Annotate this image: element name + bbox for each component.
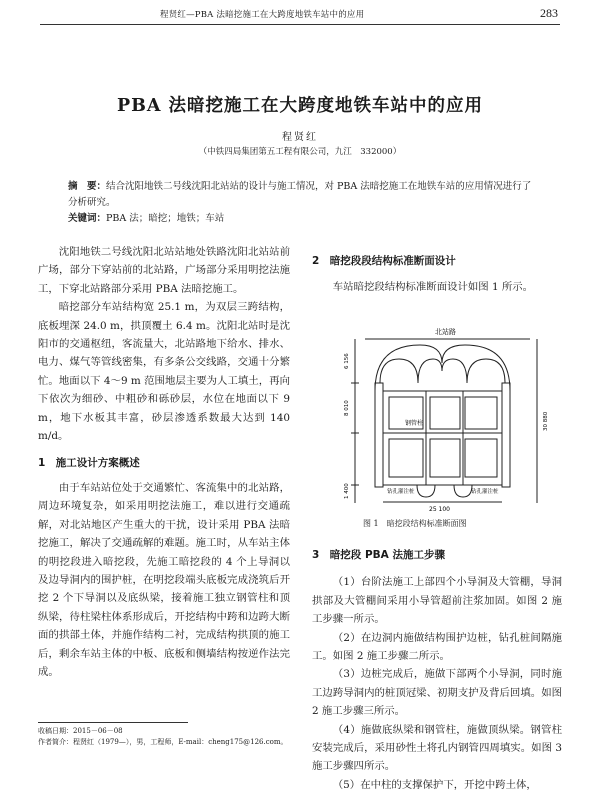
section-2-paragraph: 车站暗挖段结构标准断面设计如图 1 所示。 — [332, 281, 534, 294]
right-pile-label: 钻孔灌注桩 — [471, 489, 499, 495]
keywords — [68, 210, 536, 224]
step-1: （1）台阶法施工上部四个小导洞及大管棚，导洞拱部及大管棚间采用小导管超前注浆加固。如图 2 施工步骤一所示。 — [312, 576, 562, 626]
upper-middle-room — [430, 397, 460, 429]
road-label: 北站路 — [435, 328, 456, 336]
lower-middle-room — [430, 439, 460, 477]
pilot-arch-3 — [442, 359, 467, 383]
author-affiliation: （中铁四局集团第五工程有限公司，九江 332000） — [198, 147, 402, 157]
dim-label-right: 30 880 — [543, 411, 549, 431]
keywords-text: PBA 法；暗挖；地铁；车站 — [106, 213, 225, 224]
author-name: 程贤红 — [282, 132, 318, 143]
abstract-label: 摘 要： — [68, 181, 107, 192]
lower-right-room — [465, 439, 497, 477]
step-5: （5）在中柱的支撑保护下，开挖中跨土体， — [332, 778, 537, 791]
dim-label-3: 1 400 — [344, 483, 350, 499]
bottom-drift-right — [454, 485, 472, 497]
right-pile — [502, 383, 510, 487]
dim-label-2: 8 010 — [344, 400, 350, 416]
page-number: 283 — [540, 6, 558, 20]
section-2-block — [312, 252, 562, 297]
step-4: （4）施做底纵梁和钢管柱，施做顶纵梁。钢管柱安装完成后，采用砂性土将孔内钢管四周填实。如图 3 施工步骤四所示。 — [312, 723, 562, 773]
width-dim-label: 25 100 — [429, 506, 450, 513]
header-rule — [40, 24, 560, 25]
footnote-rule — [38, 722, 188, 723]
pilot-arch-2 — [418, 359, 442, 383]
abstract-text: 结合沈阳地铁二号线沈阳北站站的设计与施工情况，对 PBA 法暗挖施工在地铁车站的应用情况进行了分析研究。 — [68, 181, 532, 208]
section-1-paragraph: 由于车站站位处于交通繁忙、客流集中的北站路，周边环境复杂，如采用明挖法施工，难以进行交通疏解，对北站地区产生重大的干扰，设计采用 PBA 法暗挖施工，解决了交通疏解的难题。施工时，从车站主体的明挖段进入暗挖段，先施工暗挖段的 4 个上导洞以及边导洞内的围护桩，在明挖段端头底板完成浇筑后开挖 2 个下导洞以及底纵梁，接着施工独立钢管柱和顶纵梁，待柱梁柱体系形成后，开挖结构中跨和边跨大断面的拱部土体，并施作结构二衬，完成结构拱顶的施工后，剩余车站主体的中板、底板和侧墙结构按逆作法完成。 — [38, 481, 290, 678]
step-2: （2）在边洞内施做结构围护边桩，钻孔桩间隔施工。如图 2 施工步骤二所示。 — [312, 631, 562, 663]
pilot-arch-4 — [467, 359, 505, 383]
received-date: 收稿日期：2015－06－08 — [38, 727, 123, 735]
column-label: 钢管柱 — [405, 420, 424, 427]
section-2-heading: 2 暗挖段段结构标准断面设计 — [312, 255, 456, 267]
station-box — [383, 391, 502, 485]
running-title: 程贤红—PBA 法暗挖施工在大跨度地铁车站中的应用 — [160, 10, 365, 20]
upper-right-room — [465, 397, 497, 429]
intro-paragraph-2: 暗挖部分车站结构宽 25.1 m，为双层三跨结构，底板埋深 24.0 m，拱顶覆土 6.4 m。沈阳北站时是沈阳市的交通枢纽，客流量大，北站路地下给水、排水、电力、煤气等管线密集，有多条公交线路，交通十分繁忙。地面以下 4～9 m 范围地层主要为人工填土，再向下依次为细砂、中粗砂和砾砂层，水位在地面以下 9 m，地下水板其丰富，砂层渗透系数最大达到 140 m/d。 — [38, 301, 290, 443]
abstract — [68, 179, 536, 211]
bottom-drift-left — [417, 485, 435, 497]
left-pile — [375, 383, 383, 487]
pilot-arch-1 — [380, 359, 418, 383]
footnote — [38, 726, 338, 748]
figure-1-cross-section — [325, 321, 560, 513]
left-column — [38, 243, 290, 681]
lower-left-room — [389, 439, 423, 477]
article-title: PBA 法暗挖施工在大跨度地铁车站中的应用 — [116, 96, 484, 116]
section-3-heading: 3 暗挖段 PBA 法施工步骤 — [312, 549, 445, 561]
left-pile-label: 钻孔灌注桩 — [387, 489, 415, 495]
keywords-label: 关键词： — [68, 213, 107, 224]
figure-1-caption: 图 1 暗挖段结构标准断面图 — [363, 519, 467, 528]
step-3: （3）边桩完成后，施做下部两个小导洞，同时施工边跨导洞内的桩顶冠梁、初期支护及背后回填。如图 2 施工步骤三所示。 — [312, 668, 562, 718]
dim-label-1: 6 156 — [344, 353, 350, 369]
section-3-block — [312, 546, 562, 794]
section-1-heading: 1 施工设计方案概述 — [38, 457, 140, 470]
author-info: 作者简介：程贤红（1979—），男，工程师，E-mail：cheng175@126.com。 — [38, 738, 288, 746]
intro-paragraph-1: 沈阳地铁二号线沈阳北站站地处铁路沈阳北站站前广场，部分下穿站前的北站路，广场部分采用明挖法施工，下穿北站路部分采用 PBA 法暗挖施工。 — [38, 246, 290, 295]
